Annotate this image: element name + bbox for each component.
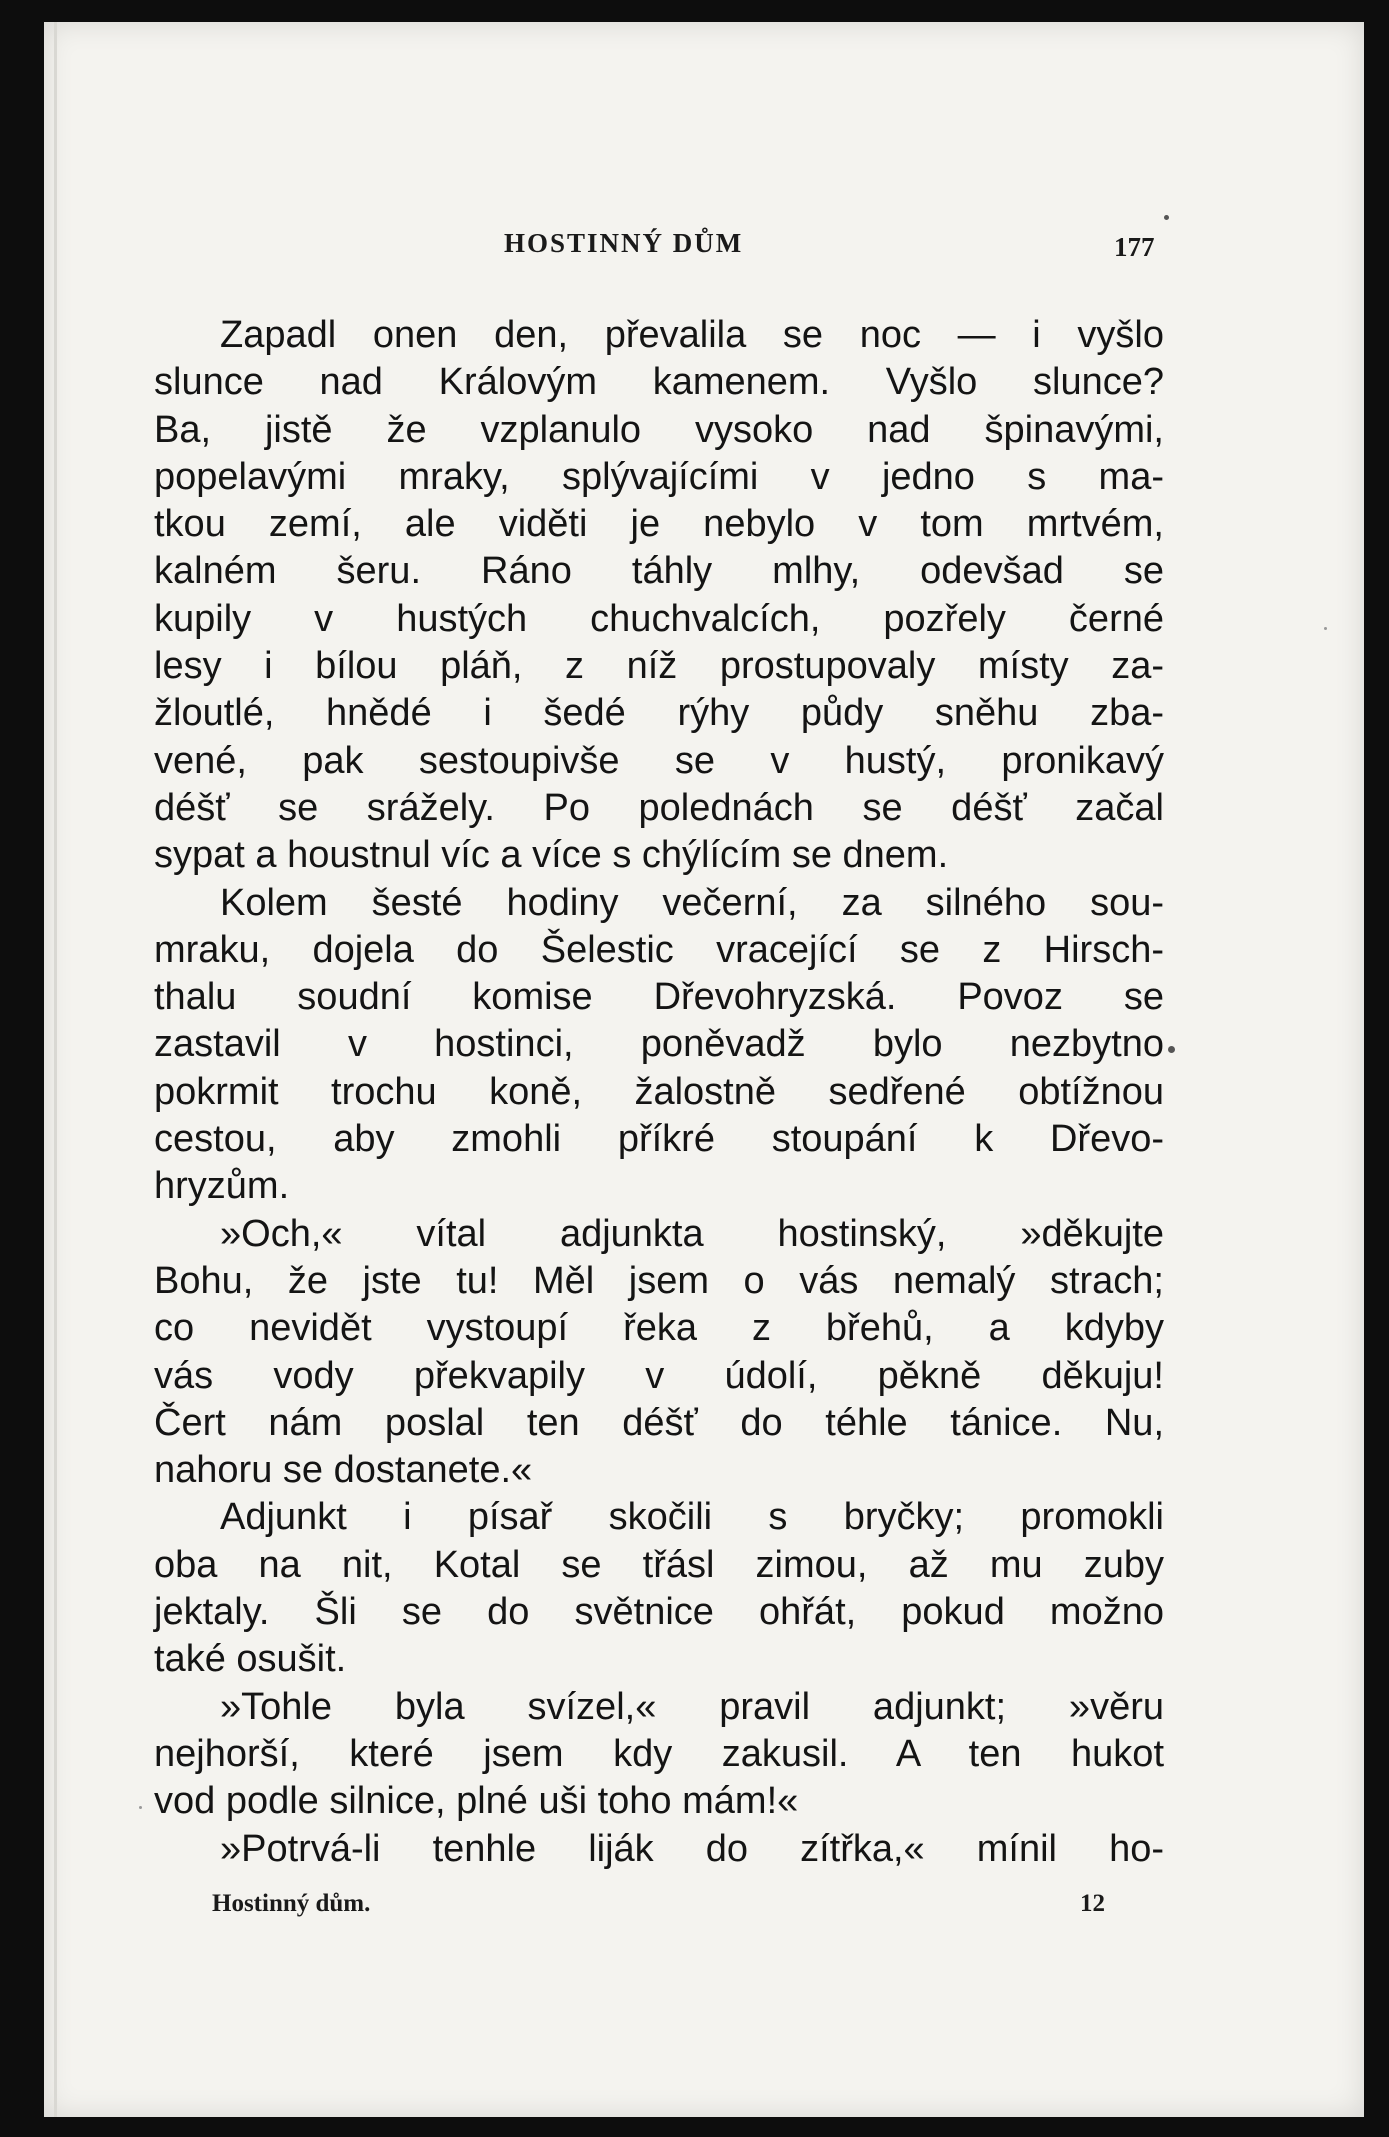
text-line: kupily v hustých chuchvalcích, pozřely černé: [154, 597, 1164, 640]
text-line: zastavil v hostinci, poněvadž bylo nezbytno: [154, 1023, 1164, 1066]
text-line: Ba, jistě že vzplanulo vysoko nad špinavými,: [154, 408, 1164, 451]
text-line: nahoru se dostanete.«: [154, 1449, 533, 1492]
body-text: [154, 312, 1164, 1873]
text-line: vené, pak sestoupivše se v hustý, pronikavý: [154, 739, 1164, 782]
text-line: co nevidět vystoupí řeka z břehů, a kdyby: [154, 1307, 1164, 1350]
running-head-title: HOSTINNÝ DŮM: [504, 228, 744, 258]
text-line: nejhorší, které jsem kdy zakusil. A ten hukot: [154, 1732, 1164, 1775]
text-line: »Och,« vítal adjunkta hostinský, »děkujte: [220, 1212, 1164, 1255]
text-line: Čert nám poslal ten déšť do téhle tánice. Nu,: [154, 1401, 1164, 1444]
text-line: kalném šeru. Ráno táhly mlhy, odevšad se: [154, 550, 1164, 593]
signature-title: Hostinný dům.: [212, 1890, 371, 1917]
running-head: [44, 228, 1364, 268]
text-line: thalu soudní komise Dřevohryzská. Povoz se: [154, 976, 1164, 1019]
text-line: slunce nad Královým kamenem. Vyšlo slunce?: [154, 361, 1164, 404]
text-line: mraku, dojela do Šelestic vracející se z Hirsch-: [154, 928, 1164, 971]
print-speck: [1164, 215, 1169, 220]
page-number: 177: [1114, 232, 1155, 262]
text-line: sypat a houstnul víc a více s chýlícím se dnem.: [154, 834, 949, 877]
text-line: vod podle silnice, plné uši toho mám!«: [154, 1780, 799, 1823]
text-line: Bohu, že jste tu! Měl jsem o vás nemalý strach;: [154, 1259, 1164, 1302]
print-speck: [1324, 627, 1327, 630]
text-line: jektaly. Šli se do světnice ohřát, pokud možno: [154, 1591, 1164, 1634]
text-line: žloutlé, hnědé i šedé rýhy půdy sněhu zba-: [154, 692, 1164, 735]
signature-number: 12: [1080, 1890, 1105, 1917]
text-line: popelavými mraky, splývajícími v jedno s ma-: [154, 455, 1164, 498]
text-line: hryzům.: [154, 1165, 290, 1208]
print-speck: [1168, 1046, 1175, 1053]
book-page: [44, 22, 1364, 2117]
text-line: také osušit.: [154, 1638, 347, 1681]
text-line: lesy i bílou pláň, z níž prostupovaly místy za-: [154, 645, 1164, 688]
text-line: »Potrvá-li tenhle liják do zítřka,« mínil ho-: [220, 1827, 1164, 1870]
page-edge: [54, 22, 57, 2117]
text-line: Adjunkt i písař skočili s bryčky; promokli: [220, 1496, 1164, 1539]
text-line: pokrmit trochu koně, žalostně sedřené obtížnou: [154, 1070, 1164, 1113]
text-line: »Tohle byla svízel,« pravil adjunkt; »věru: [220, 1685, 1164, 1728]
text-line: vás vody překvapily v údolí, pěkně děkuju!: [154, 1354, 1164, 1397]
text-line: tkou zemí, ale viděti je nebylo v tom mrtvém,: [154, 503, 1164, 546]
text-line: cestou, aby zmohli příkré stoupání k Dřevo-: [154, 1118, 1164, 1161]
text-line: Kolem šesté hodiny večerní, za silného sou-: [220, 881, 1164, 924]
text-line: Zapadl onen den, převalila se noc — i vyšlo: [220, 314, 1164, 356]
text-line: déšť se srážely. Po polednách se déšť začal: [154, 786, 1164, 829]
print-speck: [139, 1806, 142, 1809]
text-line: oba na nit, Kotal se třásl zimou, až mu zuby: [154, 1543, 1164, 1586]
page-footer: [44, 1890, 1364, 1930]
